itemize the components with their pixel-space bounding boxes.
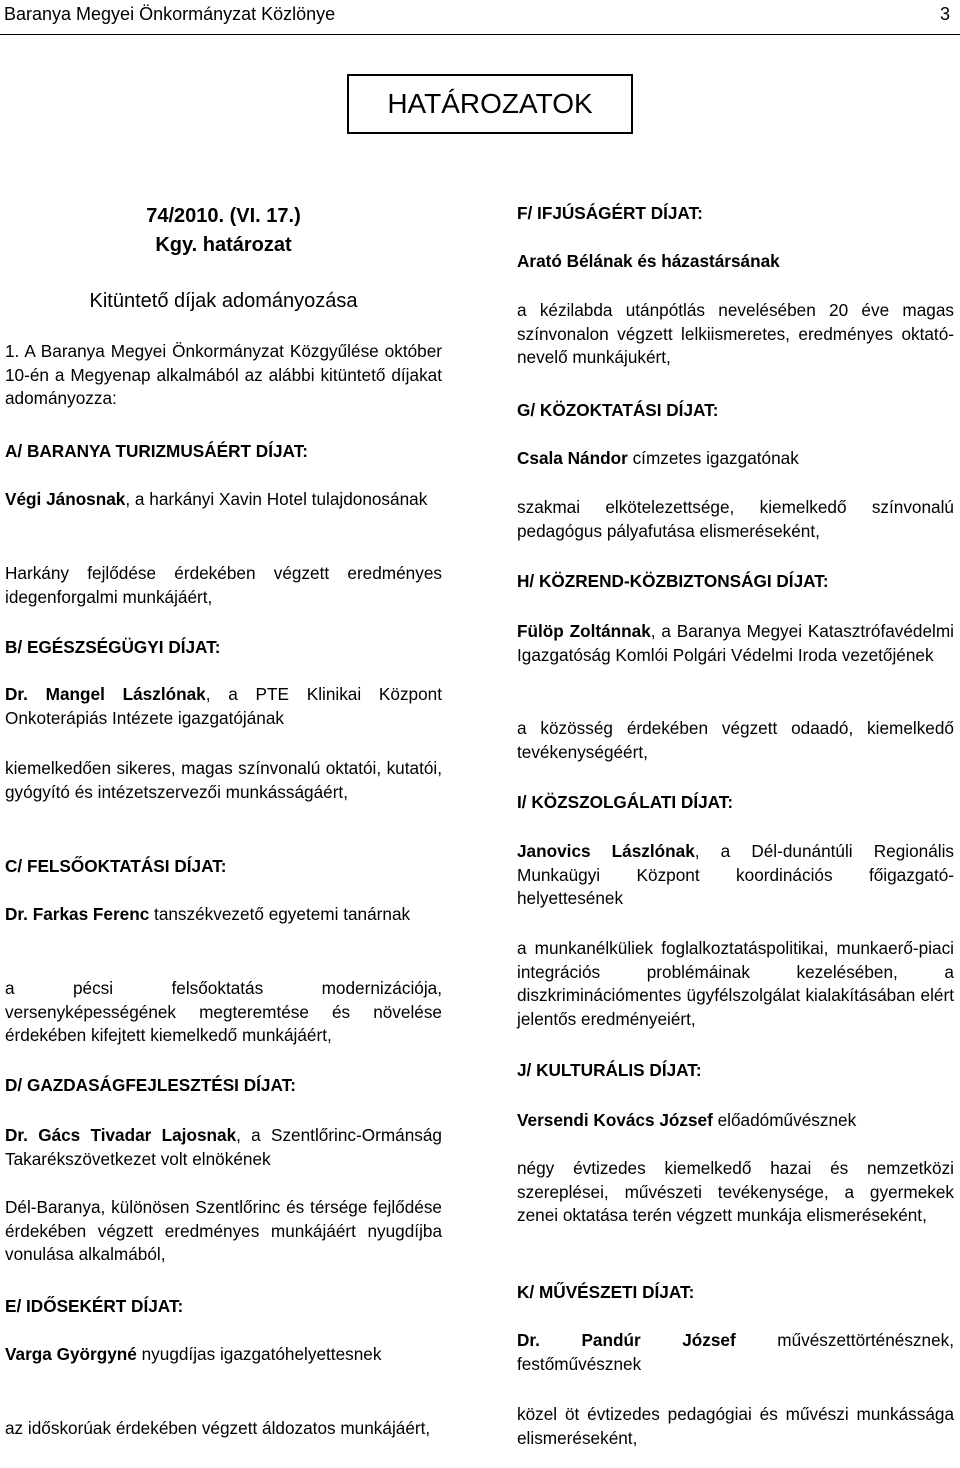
award-h-heading: H/ KÖZREND-KÖZBIZTONSÁGI DÍJAT: bbox=[517, 571, 829, 591]
page-header bbox=[0, 0, 960, 34]
section-title: HATÁROZATOK bbox=[387, 88, 593, 119]
resolution-type: Kgy. határozat bbox=[155, 234, 292, 256]
award-k-heading: K/ MŰVÉSZETI DÍJAT: bbox=[517, 1282, 695, 1302]
award-a-recipient-desc: , a harkányi Xavin Hotel tulajdonosának bbox=[125, 489, 428, 509]
award-j-recipient bbox=[517, 1109, 954, 1133]
award-a-reason: Harkány fejlődése érdekében végzett eredményes idegenforgalmi munkájáért, bbox=[5, 563, 442, 607]
award-g-recipient bbox=[517, 447, 954, 471]
award-e-recipient bbox=[5, 1343, 442, 1367]
award-b-heading: B/ EGÉSZSÉGÜGYI DÍJAT: bbox=[5, 637, 221, 657]
award-j-recipient-desc: előadóművésznek bbox=[712, 1110, 857, 1130]
award-i-recipient bbox=[517, 840, 954, 911]
award-i-recipient-name: Janovics Lászlónak bbox=[517, 841, 695, 861]
resolution-intro: 1. A Baranya Megyei Önkormányzat Közgyűlése október 10-én a Megyenap alkalmából az alábbi kitüntető díjakat adományozza: bbox=[5, 341, 442, 409]
award-c-recipient-name: Dr. Farkas Ferenc bbox=[5, 904, 150, 924]
section-title-box bbox=[347, 74, 633, 134]
award-d-recipient bbox=[5, 1124, 442, 1171]
award-i-recipient-desc: , a Dél-dunántúli Regionális Munkaügyi Központ koordinációs főigazgató-helyettesének bbox=[517, 841, 954, 909]
award-h-reason: a közösség érdekében végzett odaadó, kiemelkedő tevékenységéért, bbox=[517, 718, 954, 762]
award-j-heading: J/ KULTURÁLIS DÍJAT: bbox=[517, 1060, 702, 1080]
award-f-heading: F/ IFJÚSÁGÉRT DÍJAT: bbox=[517, 203, 703, 223]
award-i-reason: a munkanélküliek foglalkoztatáspolitikai, munkaerő-piaci integrációs problémáinak kezelésében, a diszkriminációmentes ügyfélszolgálat kialakításában elért jelentős eredményeiért, bbox=[517, 938, 954, 1029]
award-g-recipient-name: Csala Nándor bbox=[517, 448, 628, 468]
award-f-recipient bbox=[517, 250, 954, 274]
award-d-recipient-desc: , a Szentlőrinc-Ormánság Takarékszövetkezet volt elnökének bbox=[5, 1125, 442, 1169]
award-d-heading: D/ GAZDASÁGFEJLESZTÉSI DÍJAT: bbox=[5, 1075, 296, 1095]
award-g-recipient-desc: címzetes igazgatónak bbox=[627, 448, 799, 468]
resolution-subject: Kitüntető díjak adományozása bbox=[89, 290, 358, 312]
award-c-heading: C/ FELSŐOKTATÁSI DÍJAT: bbox=[5, 856, 227, 876]
resolution-number: 74/2010. (VI. 17.) bbox=[146, 205, 301, 227]
award-b-recipient bbox=[5, 683, 442, 730]
publication-title: Baranya Megyei Önkormányzat Közlönye bbox=[4, 4, 336, 24]
award-d-reason: Dél-Baranya, különösen Szentlőrinc és térsége fejlődése érdekében végzett eredményes munkájáért nyugdíjba vonulása alkalmából, bbox=[5, 1197, 442, 1265]
award-a-recipient bbox=[5, 488, 442, 512]
award-k-recipient-desc: művészettörténésznek, festőművésznek bbox=[517, 1330, 954, 1374]
award-e-heading: E/ IDŐSEKÉRT DÍJAT: bbox=[5, 1296, 184, 1316]
award-j-reason: négy évtizedes kiemelkedő hazai és nemzetközi szereplései, művészeti tevékenysége, a gyermekek zenei oktatása terén végzett munkája elismeréseként, bbox=[517, 1158, 954, 1226]
award-h-recipient-desc: , a Baranya Megyei Katasztrófavédelmi Igazgatóság Komlói Polgári Védelmi Iroda vezetőjének bbox=[517, 621, 955, 665]
page-number: 3 bbox=[939, 4, 950, 24]
award-h-recipient-name: Fülöp Zoltánnak bbox=[517, 621, 651, 641]
award-f-reason: a kézilabda utánpótlás nevelésében 20 éve magas színvonalon végzett lelkiismeretes, eredményes oktató-nevelő munkájukért, bbox=[517, 300, 954, 368]
award-j-recipient-name: Versendi Kovács József bbox=[517, 1110, 713, 1130]
award-e-recipient-name: Varga Györgyné bbox=[5, 1344, 137, 1364]
award-e-reason: az időskorúak érdekében végzett áldozatos munkájáért, bbox=[5, 1418, 431, 1438]
award-c-recipient-desc: tanszékvezető egyetemi tanárnak bbox=[149, 904, 411, 924]
award-g-heading: G/ KÖZOKTATÁSI DÍJAT: bbox=[517, 400, 719, 420]
award-g-reason: szakmai elkötelezettsége, kiemelkedő színvonalú pedagógus pályafutása elismeréseként, bbox=[517, 497, 954, 541]
award-i-heading: I/ KÖZSZOLGÁLATI DÍJAT: bbox=[517, 792, 734, 812]
award-h-recipient bbox=[517, 620, 954, 667]
award-a-heading: A/ BARANYA TURIZMUSÁÉRT DÍJAT: bbox=[5, 441, 309, 461]
award-c-recipient bbox=[5, 903, 442, 927]
award-b-reason: kiemelkedően sikeres, magas színvonalú oktatói, kutatói, gyógyító és intézetszervezői munkásságáért, bbox=[5, 758, 442, 802]
award-b-recipient-name: Dr. Mangel Lászlónak bbox=[5, 684, 206, 704]
award-b-recipient-desc: , a PTE Klinikai Központ Onkoterápiás Intézete igazgatójának bbox=[5, 684, 442, 728]
award-k-recipient-name: Dr. Pandúr József bbox=[517, 1330, 736, 1350]
award-c-reason: a pécsi felsőoktatás modernizációja, versenyképességének megteremtése és növelése érdekében kifejtett kiemelkedő munkájáért, bbox=[5, 978, 442, 1046]
award-d-recipient-name: Dr. Gács Tivadar Lajosnak bbox=[5, 1125, 237, 1145]
award-a-recipient-name: Végi Jánosnak bbox=[5, 489, 126, 509]
award-k-recipient bbox=[517, 1329, 954, 1376]
award-k-reason: közel öt évtizedes pedagógiai és művészi munkássága elismeréseként, bbox=[517, 1404, 954, 1448]
award-e-recipient-desc: nyugdíjas igazgatóhelyettesnek bbox=[136, 1344, 382, 1364]
header-rule bbox=[0, 34, 960, 35]
award-f-recipient-name: Arató Bélának és házastársának bbox=[517, 251, 780, 271]
